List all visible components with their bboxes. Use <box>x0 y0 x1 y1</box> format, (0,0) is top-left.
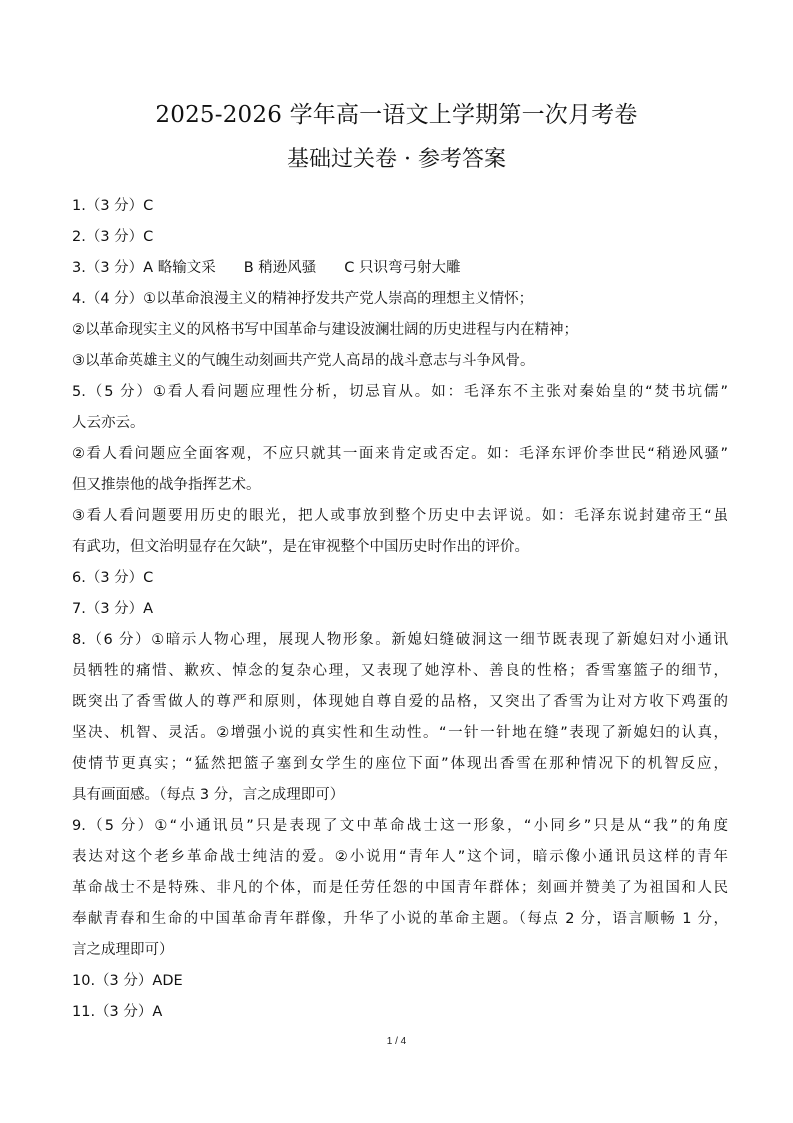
answer-5-line: 有武功，但文治明显存在欠缺”，是在审视整个中国历史时作出的评价。 <box>72 539 530 555</box>
answer-9-line: 革命战士不是特殊、非凡的个体，而是任劳任怨的中国青年群体；刻画并赞美了为祖国和人民 <box>72 880 728 896</box>
answer-2: 2.（3 分）C <box>72 229 154 245</box>
answer-8-line: 使情节更真实；“猛然把篮子塞到女学生的座位下面”体现出香雪在那种情况下的机智反应， <box>72 756 728 772</box>
answer-10: 10.（3 分）ADE <box>72 973 183 989</box>
answer-5-line: 但又推崇他的战争指挥艺术。 <box>72 477 261 493</box>
answer-8-line: 员牺牲的痛惜、歉疚、悼念的复杂心理，又表现了她淳朴、善良的性格；香雪塞篮子的细节， <box>72 663 728 679</box>
answer-5-line: 人云亦云。 <box>72 415 145 431</box>
answer-9-line: 奉献青春和生命的中国革命青年群像，升华了小说的革命主题。（每点 2 分，语言顺畅 1 分， <box>72 911 728 927</box>
answer-5-line: 5.（5 分）①看人看问题应理性分析，切忌盲从。如：毛泽东不主张对秦始皇的“焚书坑儒” <box>72 384 728 400</box>
answer-3-part-a: 3.（3 分）A 略输文采 <box>72 260 216 276</box>
answer-8-line: 既突出了香雪做人的尊严和原则，体现她自尊自爱的品格，又突出了香雪为让对方收下鸡蛋的 <box>72 694 728 710</box>
answer-9-line: 表达对这个老乡革命战士纯洁的爱。②小说用“青年人”这个词，暗示像小通讯员这样的青年 <box>72 849 728 865</box>
answer-8-line: 具有画面感。（每点 3 分，言之成理即可） <box>72 787 345 803</box>
answer-1: 1.（3 分）C <box>72 198 154 214</box>
page-number: 1 / 4 <box>386 1036 407 1047</box>
answer-6: 6.（3 分）C <box>72 570 154 586</box>
answer-4-line: ③以革命英雄主义的气魄生动刻画共产党人高昂的战斗意志与斗争风骨。 <box>72 353 535 369</box>
answer-3 <box>72 253 728 284</box>
answer-4-line: 4.（4 分）①以革命浪漫主义的精神抒发共产党人崇高的理想主义情怀； <box>72 291 534 307</box>
answer-7: 7.（3 分）A <box>72 601 154 617</box>
answer-3-part-c: C 只识弯弓射大雕 <box>344 260 461 276</box>
page-title: 2025-2026 学年高一语文上学期第一次月考卷 <box>155 102 638 128</box>
answer-5-line: ②看人看问题应全面客观，不应只就其一面来肯定或否定。如：毛泽东评价李世民“稍逊风骚” <box>72 446 728 462</box>
answer-11: 11.（3 分）A <box>72 1004 163 1020</box>
page-subtitle: 基础过关卷 · 参考答案 <box>287 147 506 172</box>
answer-8-line: 8.（6 分）①暗示人物心理，展现人物形象。新媳妇缝破洞这一细节既表现了新媳妇对小通讯 <box>72 632 728 648</box>
answer-4-line: ②以革命现实主义的风格书写中国革命与建设波澜壮阔的历史进程与内在精神； <box>72 322 578 338</box>
answer-9-line: 言之成理即可） <box>72 942 174 958</box>
answer-3-part-b: B 稍逊风骚 <box>243 260 317 276</box>
answer-8-line: 坚决、机智、灵活。②增强小说的真实性和生动性。“一针一针地在缝”表现了新媳妇的认真， <box>72 725 728 741</box>
answer-9-line: 9.（5 分）①“小通讯员”只是表现了文中革命战士这一形象，“小同乡”只是从“我”的角度 <box>72 818 728 834</box>
answer-5-line: ③看人看问题要用历史的眼光，把人或事放到整个历史中去评说。如：毛泽东说封建帝王“虽 <box>72 508 728 524</box>
answer-list <box>72 191 728 1028</box>
